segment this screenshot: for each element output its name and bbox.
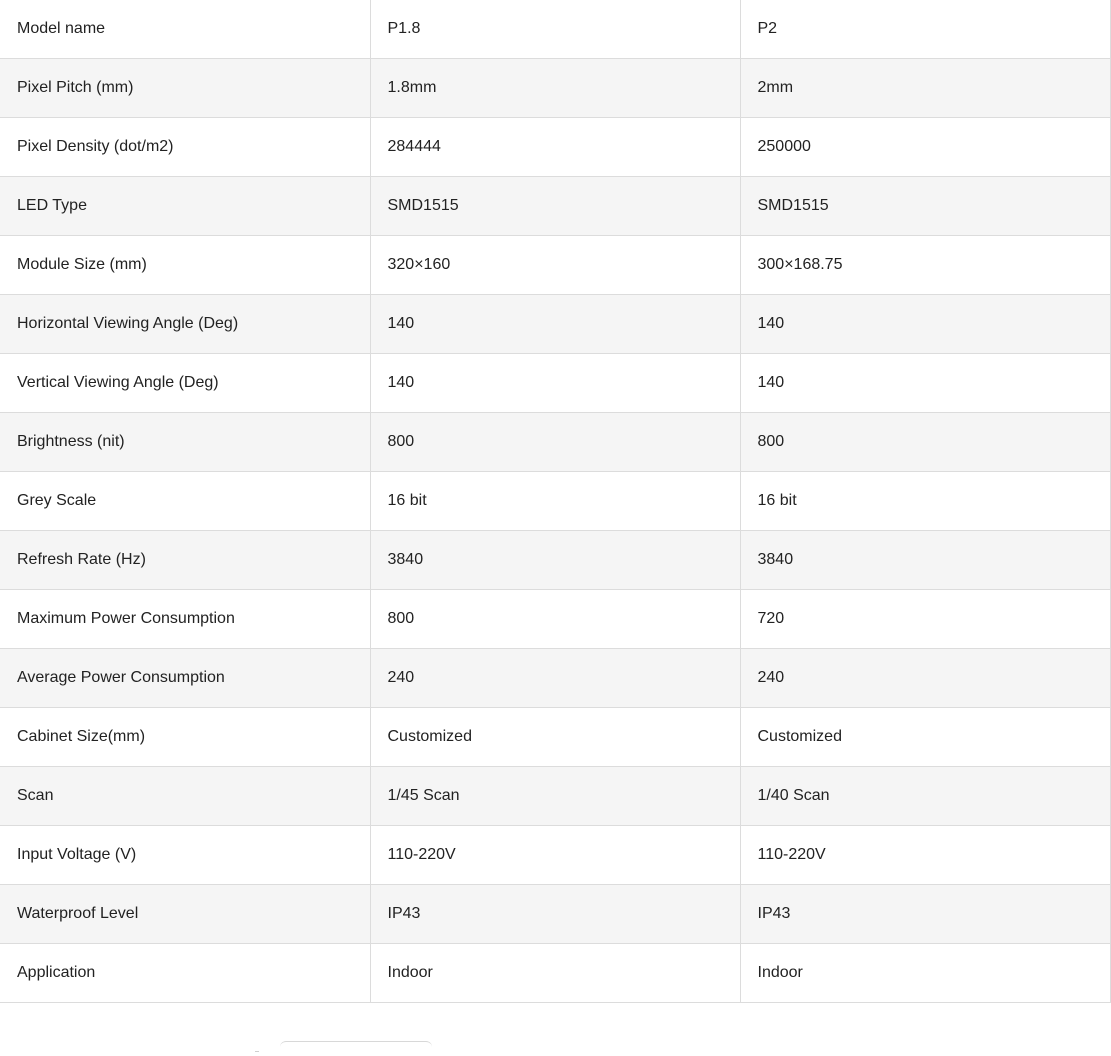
spec-label: Model name — [0, 0, 370, 59]
table-row — [0, 354, 1110, 413]
below-table-area — [0, 1003, 1111, 1055]
spec-label: Brightness (nit) — [0, 413, 370, 472]
table-row — [0, 472, 1110, 531]
table-row — [0, 413, 1110, 472]
spec-value-p2: 2mm — [740, 59, 1110, 118]
spec-value-p1-8: 16 bit — [370, 472, 740, 531]
spec-value-p1-8: Indoor — [370, 944, 740, 1003]
table-row — [0, 531, 1110, 590]
table-row — [0, 944, 1110, 1003]
table-row — [0, 0, 1110, 59]
spec-value-p1-8: 110-220V — [370, 826, 740, 885]
spec-label: Horizontal Viewing Angle (Deg) — [0, 295, 370, 354]
spec-label: Input Voltage (V) — [0, 826, 370, 885]
spec-value-p2: 140 — [740, 354, 1110, 413]
spec-value-p1-8: 240 — [370, 649, 740, 708]
spec-label: Average Power Consumption — [0, 649, 370, 708]
table-row — [0, 59, 1110, 118]
spec-value-p2: 720 — [740, 590, 1110, 649]
table-row — [0, 885, 1110, 944]
spec-label: Module Size (mm) — [0, 236, 370, 295]
table-row — [0, 177, 1110, 236]
spec-label: Pixel Density (dot/m2) — [0, 118, 370, 177]
spec-value-p1-8: P1.8 — [370, 0, 740, 59]
table-row — [0, 826, 1110, 885]
spec-value-p2: SMD1515 — [740, 177, 1110, 236]
spec-value-p2: 800 — [740, 413, 1110, 472]
spec-value-p2: 250000 — [740, 118, 1110, 177]
spec-label: Refresh Rate (Hz) — [0, 531, 370, 590]
spec-value-p1-8: 800 — [370, 413, 740, 472]
spec-value-p2: 300×168.75 — [740, 236, 1110, 295]
spec-value-p2: 240 — [740, 649, 1110, 708]
spec-value-p1-8: SMD1515 — [370, 177, 740, 236]
spec-value-p2: Indoor — [740, 944, 1110, 1003]
spec-value-p2: P2 — [740, 0, 1110, 59]
spec-value-p2: 3840 — [740, 531, 1110, 590]
table-row — [0, 295, 1110, 354]
spec-value-p1-8: IP43 — [370, 885, 740, 944]
spec-label: LED Type — [0, 177, 370, 236]
spec-label: Application — [0, 944, 370, 1003]
spec-value-p1-8: 3840 — [370, 531, 740, 590]
cropped-button-edge — [280, 1041, 432, 1056]
spec-value-p1-8: 320×160 — [370, 236, 740, 295]
spec-value-p2: Customized — [740, 708, 1110, 767]
spec-label: Scan — [0, 767, 370, 826]
spec-value-p1-8: 140 — [370, 295, 740, 354]
table-row — [0, 767, 1110, 826]
spec-value-p2: 140 — [740, 295, 1110, 354]
spec-value-p2: 16 bit — [740, 472, 1110, 531]
spec-value-p1-8: 1.8mm — [370, 59, 740, 118]
spec-value-p1-8: Customized — [370, 708, 740, 767]
table-row — [0, 118, 1110, 177]
spec-value-p2: IP43 — [740, 885, 1110, 944]
table-row — [0, 708, 1110, 767]
spec-value-p2: 1/40 Scan — [740, 767, 1110, 826]
spec-label: Waterproof Level — [0, 885, 370, 944]
spec-label: Vertical Viewing Angle (Deg) — [0, 354, 370, 413]
spec-label: Grey Scale — [0, 472, 370, 531]
table-row — [0, 649, 1110, 708]
spec-label: Pixel Pitch (mm) — [0, 59, 370, 118]
spec-value-p1-8: 140 — [370, 354, 740, 413]
spec-value-p1-8: 284444 — [370, 118, 740, 177]
cropped-element-edge — [255, 1051, 259, 1056]
table-row — [0, 590, 1110, 649]
spec-label: Cabinet Size(mm) — [0, 708, 370, 767]
spec-label: Maximum Power Consumption — [0, 590, 370, 649]
table-row — [0, 236, 1110, 295]
spec-value-p2: 110-220V — [740, 826, 1110, 885]
spec-value-p1-8: 800 — [370, 590, 740, 649]
spec-value-p1-8: 1/45 Scan — [370, 767, 740, 826]
